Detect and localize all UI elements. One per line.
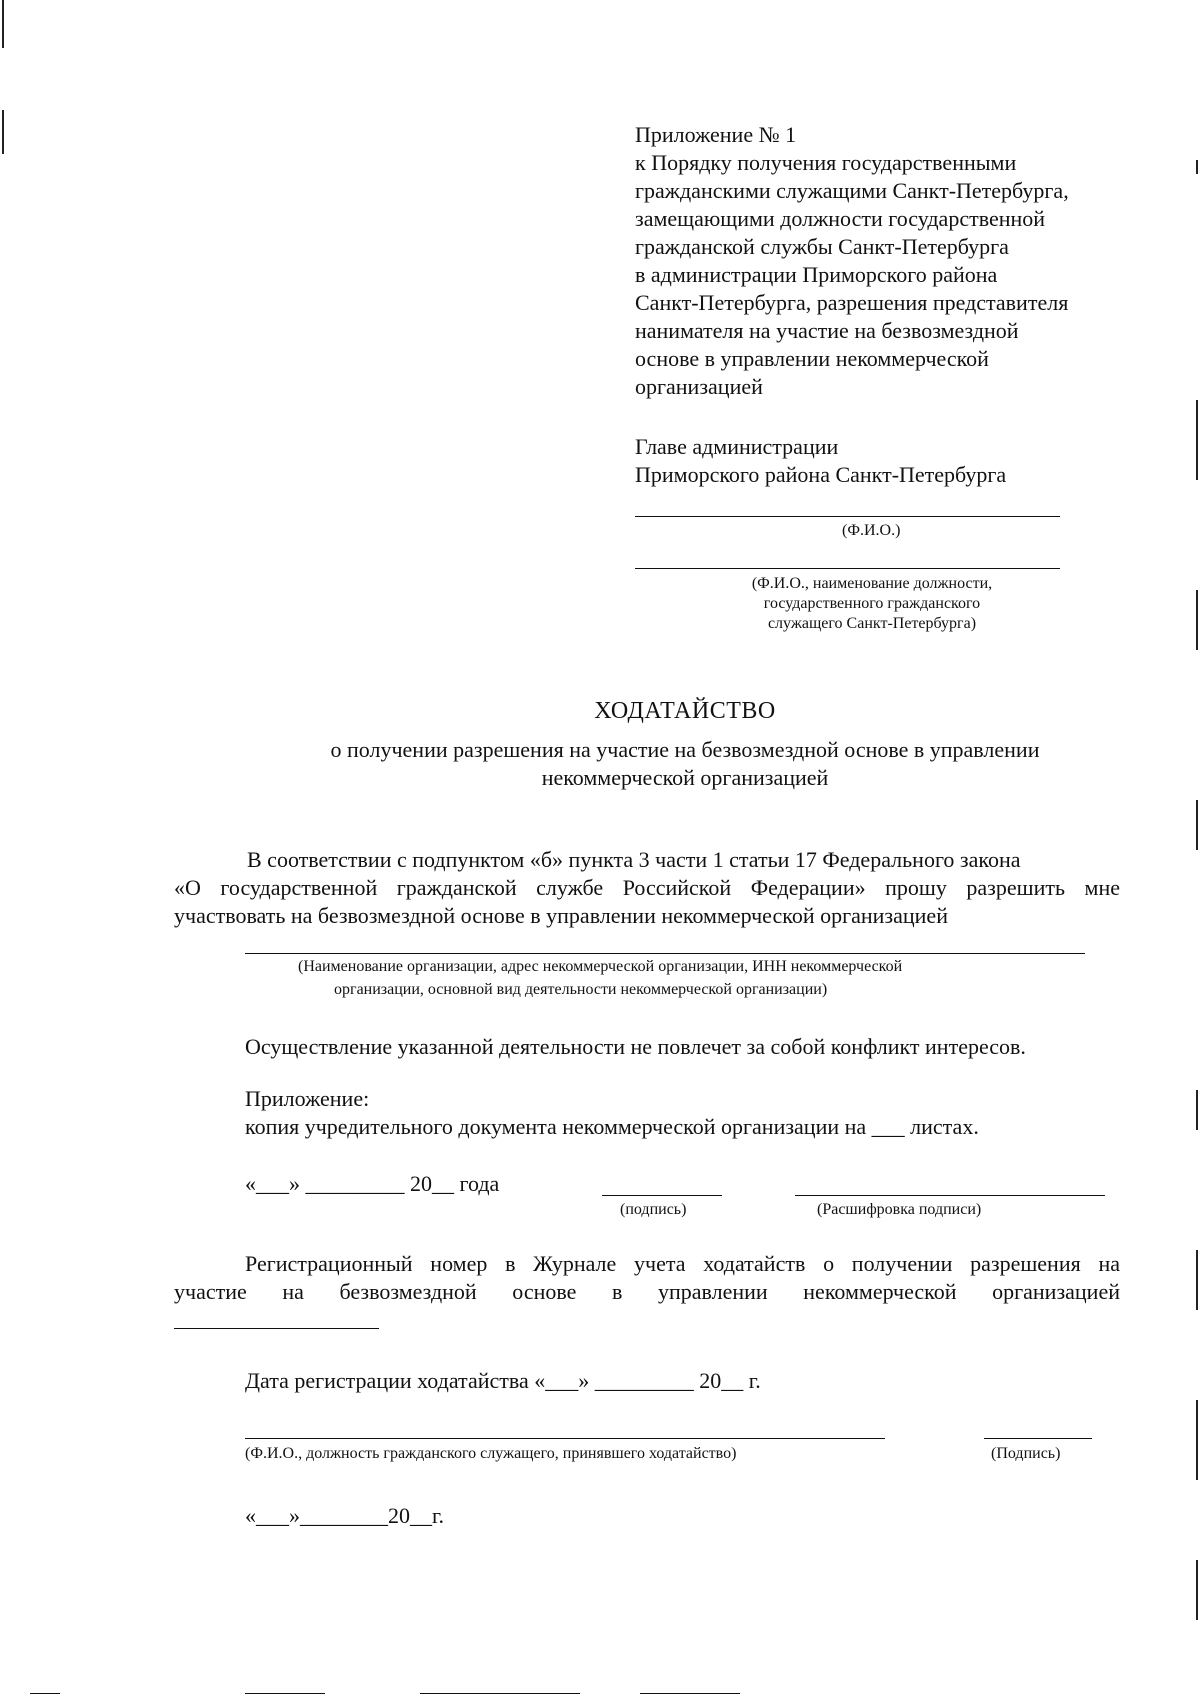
signature-decode-caption: (Расшифровка подписи) — [817, 1201, 982, 1218]
scan-edge-mark — [1196, 1560, 1198, 1620]
head-fio-caption: (Ф.И.О.) — [842, 522, 901, 539]
scan-edge-mark — [245, 1693, 325, 1694]
petition-body-line-2: «О государственной гражданской службе Российской Федерации» прошу разрешить мне — [174, 875, 1120, 900]
scan-edge-mark — [1196, 400, 1198, 480]
appendix-line: Санкт-Петербурга, разрешения представителя — [635, 290, 1069, 315]
registration-date-label: Дата регистрации ходатайства «___» _________ 20__ г. — [245, 1368, 761, 1393]
signature-decode-blank — [795, 1195, 1105, 1196]
appendix-line: гражданскими служащими Санкт-Петербурга, — [635, 178, 1069, 203]
official-blank — [245, 1438, 885, 1439]
addressee-line-2: Приморского района Санкт-Петербурга — [635, 462, 1007, 487]
appendix-line: организацией — [635, 374, 763, 399]
attachment-label: Приложение: — [245, 1086, 370, 1111]
petition-subtitle-1: о получении разрешения на участие на безвозмездной основе в управлении — [330, 737, 1040, 762]
signature-blank — [602, 1195, 722, 1196]
registration-number-blank — [174, 1328, 379, 1329]
scan-edge-mark — [1196, 160, 1198, 174]
applicant-caption-line: (Ф.И.О., наименование должности, — [751, 575, 993, 592]
applicant-caption-line: государственного гражданского — [763, 595, 981, 612]
applicant-caption-line: служащего Санкт-Петербурга) — [767, 615, 977, 632]
scan-edge-mark — [420, 1693, 580, 1694]
petition-title: ХОДАТАЙСТВО — [594, 698, 776, 724]
applicant-caption — [712, 574, 1032, 634]
petition-body-line-3: участвовать на безвозмездной основе в управлении некоммерческой организацией — [174, 903, 948, 928]
scan-edge-mark — [1196, 1090, 1198, 1130]
final-date: «___»________20__г. — [245, 1503, 445, 1528]
head-fio-blank — [635, 516, 1060, 517]
appendix-line: замещающими должности государственной — [635, 206, 1046, 231]
organization-caption-1: (Наименование организации, адрес некоммерческой организации, ИНН некоммерческой — [298, 958, 903, 975]
registration-line-2: участие на безвозмездной основе в управлении некоммерческой организацией — [174, 1279, 1120, 1304]
conflict-statement: Осуществление указанной деятельности не повлечет за собой конфликт интересов. — [245, 1034, 1026, 1059]
scan-edge-mark — [1196, 800, 1198, 850]
registration-line-1: Регистрационный номер в Журнале учета ходатайств о получении разрешения на — [245, 1251, 1120, 1276]
appendix-line: в администрации Приморского района — [635, 262, 998, 287]
scan-edge-mark — [2, 0, 4, 48]
addressee-block — [635, 433, 1006, 489]
scan-edge-mark — [640, 1693, 740, 1694]
scan-edge-mark — [1196, 590, 1198, 650]
appendix-line: Приложение № 1 — [635, 122, 797, 147]
official-caption: (Ф.И.О., должность гражданского служащего, принявшего ходатайство) — [245, 1445, 737, 1462]
scan-edge-mark — [30, 1693, 60, 1694]
petition-subtitle-2: некоммерческой организацией — [541, 765, 829, 790]
official-signature-blank — [984, 1438, 1092, 1439]
appendix-line: нанимателя на участие на безвозмездной — [635, 318, 1019, 343]
applicant-blank — [635, 568, 1060, 569]
appendix-header — [635, 121, 1155, 401]
attachment-text: копия учредительного документа некоммерческой организации на ___ листах. — [245, 1114, 979, 1139]
organization-caption-2: организации, основной вид деятельности некоммерческой организации) — [334, 981, 828, 998]
organization-blank — [245, 953, 1085, 954]
signature-caption: (подпись) — [620, 1201, 687, 1218]
petition-date-line: «___» _________ 20__ года — [245, 1171, 500, 1196]
official-signature-caption: (Подпись) — [991, 1445, 1061, 1462]
appendix-line: к Порядку получения государственными — [635, 150, 1017, 175]
scan-edge-mark — [1196, 1400, 1198, 1480]
scan-edge-mark — [1196, 1250, 1198, 1310]
scan-edge-mark — [2, 110, 4, 154]
appendix-line: основе в управлении некоммерческой — [635, 346, 989, 371]
petition-body-line-1: В соответствии с подпунктом «б» пункта 3 части 1 статьи 17 Федерального закона — [247, 847, 1021, 872]
appendix-line: гражданской службы Санкт-Петербурга — [635, 234, 1009, 259]
addressee-line-1: Главе администрации — [635, 434, 839, 459]
